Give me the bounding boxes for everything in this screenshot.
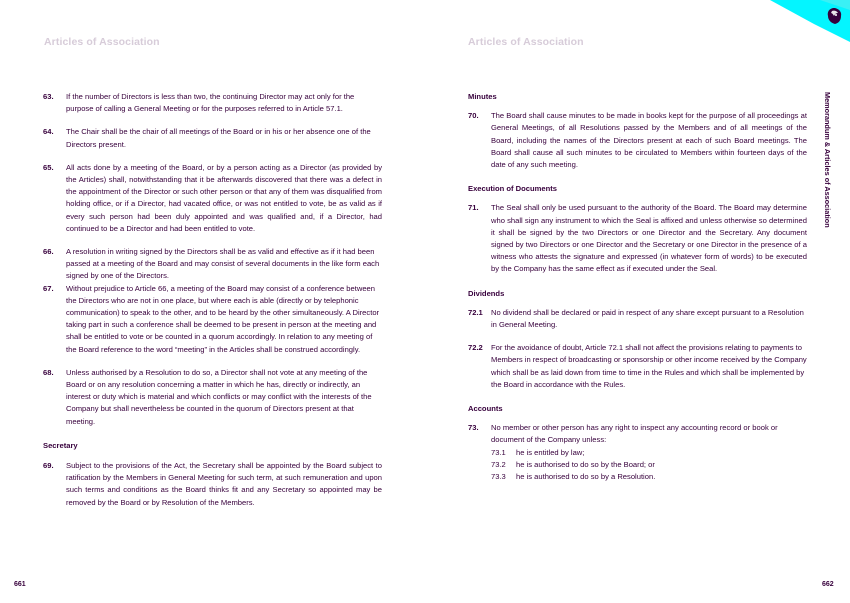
sub-clause-number: 73.3 <box>491 472 506 482</box>
article-69 <box>43 460 382 509</box>
article-72-2 <box>468 342 807 391</box>
article-text: All acts done by a meeting of the Board, or by a person acting as a Director (as provided by the Articles) shall, notwithstanding that it be afterwards discovered that there was a defect in the appointment of the Director or such other person or that any of them was disqualified from holding office, or if a Director, had vacated office, or was not entitled to vote, be as valid as if every such person had been duly appointed and was qualified and, if a Director, had continued to be a Director and had been entitled to vote. <box>66 162 382 233</box>
article-number: 70. <box>468 111 479 121</box>
article-number: 71. <box>468 203 479 213</box>
article-text: No member or other person has any right to inspect any accounting record or book or document of the Company unless: <box>491 423 778 445</box>
side-label-text: Memorandum & Articles of Association <box>823 92 832 228</box>
sub-clause-73-2 <box>491 459 807 471</box>
left-column <box>43 91 382 509</box>
sub-clause-number: 73.1 <box>491 447 506 457</box>
side-label <box>822 92 834 242</box>
sub-clause-text: he is authorised to do so by a Resolution. <box>516 472 656 482</box>
section-heading-accounts: Accounts <box>468 404 503 414</box>
section-heading-execution: Execution of Documents <box>468 184 558 194</box>
section-heading-minutes: Minutes <box>468 92 497 101</box>
article-71 <box>468 202 807 275</box>
article-68 <box>43 367 382 428</box>
article-73 <box>468 422 807 446</box>
article-number: 66. <box>43 247 54 257</box>
article-text: The Board shall cause minutes to be made in books kept for the purpose of all proceedings at General Meetings, of all Resolutions passed by the Members and of all meetings of the Board, including the names of the Directors present at each of such Board meetings. The Board shall cause all such minutes to be circulated to Members within fourteen days of the date of any such meeting. <box>491 111 807 170</box>
article-text: Without prejudice to Article 66, a meeting of the Board may consist of a conference between the Directors who are not in one place, but where each is able (directly or by telephonic communication) to speak to the other, and to be heard by the other simultaneously. A Director taking part in such a conference shall be deemed to be present in person at the meeting and shall be entitled to vote or be counted in a quorum accordingly. In relation to any meeting of the Board reference to the word “meeting” in the Articles shall be construed accordingly. <box>66 283 380 354</box>
article-number: 65. <box>43 162 54 172</box>
section-heading-dividends: Dividends <box>468 288 505 298</box>
article-number: 73. <box>468 423 479 433</box>
corner-graphic <box>760 0 850 60</box>
article-72-1 <box>468 307 807 331</box>
page-number-right: 662 <box>822 581 834 588</box>
page-number-left: 661 <box>14 581 26 588</box>
article-text: The Seal shall only be used pursuant to the authority of the Board. The Board may determine who shall sign any instrument to which the Seal is affixed and unless otherwise so determined it shall be signed by the two Directors or one Director and the Secretary. Any document signed by two Directors or one Director and the Secretary or one Director in the presence of a witness who attests the signature and expressed (in whatever form of words) to be executed by the Company has the same effect as if executed under the Seal. <box>491 203 807 274</box>
article-number: 64. <box>43 127 54 137</box>
article-text: The Chair shall be the chair of all meetings of the Board or in his or her absence one of the Directors present. <box>66 127 371 149</box>
article-number: 72.2 <box>468 343 483 353</box>
sub-clause-73-3 <box>491 471 807 483</box>
article-text: Subject to the provisions of the Act, the Secretary shall be appointed by the Board subject to ratification by the Members in General Meeting for such term, at such remuneration and upon such terms and conditions as the Board thinks fit and any Secretary so appointed may be removed by the Board or by Resolution of the Members. <box>66 461 382 507</box>
sub-clause-73-1 <box>491 447 807 459</box>
article-text: If the number of Directors is less than two, the continuing Director may act only for the purpose of calling a General Meeting or for the purposes referred to in Article 57.1. <box>66 92 355 114</box>
article-text: For the avoidance of doubt, Article 72.1 shall not affect the provisions relating to payments to Members in respect of broadcasting or sponsorship or other income received by the Company which shall be as laid down from time to time in the Rules and which shall be implemented by the Board in accordance with the Rules. <box>491 343 807 389</box>
article-number: 68. <box>43 367 54 377</box>
article-66 <box>43 246 382 283</box>
left-header-title: Articles of Association <box>44 36 160 48</box>
article-67 <box>43 283 382 356</box>
article-text: Unless authorised by a Resolution to do so, a Director shall not vote at any meeting of the Board or on any resolution concerning a matter in which he has, directly or indirectly, an interest or duty which is material and which conflicts or may conflict with the interests of the Company but shall nevertheless be counted in the quorum of Directors present at that meeting. <box>66 367 372 426</box>
article-number: 63. <box>43 92 54 101</box>
article-70 <box>468 110 807 171</box>
article-65 <box>43 162 382 235</box>
article-number: 69. <box>43 461 54 471</box>
sub-clause-text: he is authorised to do so by the Board; or <box>516 459 655 469</box>
article-number: 72.1 <box>468 307 483 317</box>
article-text: A resolution in writing signed by the Directors shall be as valid and effective as if it had been passed at a meeting of the Board and may consist of several documents in the like form each signed by one of the Directors. <box>66 247 380 281</box>
article-number: 67. <box>43 283 54 293</box>
sub-clause-number: 73.2 <box>491 459 506 469</box>
sub-clause-text: he is entitled by law; <box>516 447 585 457</box>
article-63 <box>43 91 382 115</box>
right-header-title: Articles of Association <box>468 36 584 48</box>
right-column <box>468 91 807 483</box>
section-heading-secretary: Secretary <box>43 440 78 450</box>
article-text: No dividend shall be declared or paid in respect of any share except pursuant to a Resolution in General Meeting. <box>491 307 804 330</box>
article-64 <box>43 126 382 150</box>
